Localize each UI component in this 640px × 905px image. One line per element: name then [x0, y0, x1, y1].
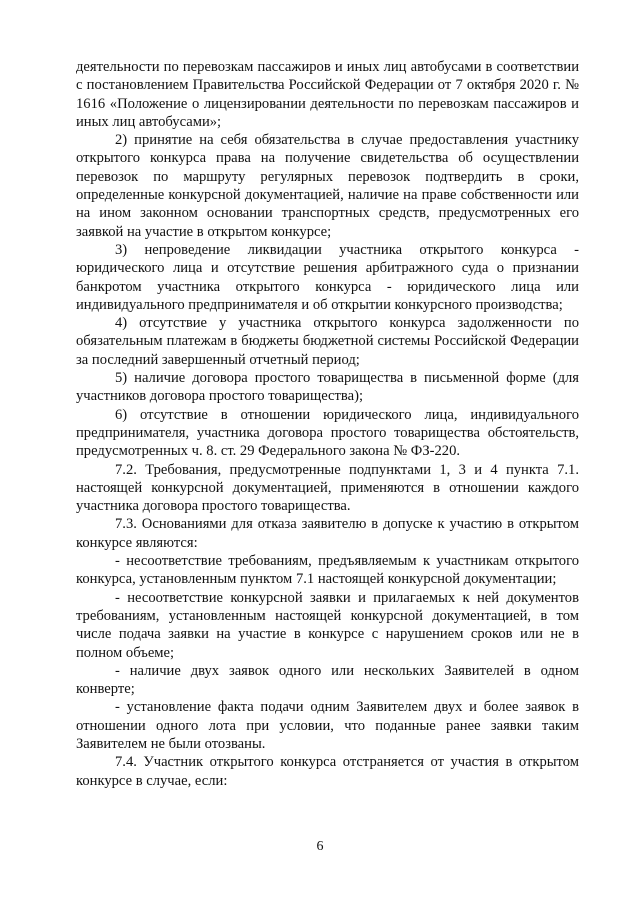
list-item-duplicate-lot: - установление факта подачи одним Заявителем двух и более заявок в отношении одного лота при условии, что поданные ранее заявки таким Заявителем не были отозваны.	[76, 699, 579, 752]
paragraph-7-4: 7.4. Участник открытого конкурса отстраняется от участия в открытом конкурсе в случае, если:	[76, 754, 579, 789]
page-number: 6	[316, 839, 324, 854]
paragraph-7-2: 7.2. Требования, предусмотренные подпунктами 1, 3 и 4 пункта 7.1. настоящей конкурсной документацией, применяются в отношении каждого участника договора простого товарищества.	[76, 461, 579, 515]
list-item-requirements-mismatch: - несоответствие требованиям, предъявляемым к участникам открытого конкурса, установленным пунктом 7.1 настоящей конкурсной документации;	[76, 553, 579, 588]
document-body	[76, 58, 579, 790]
paragraph-item-5: 5) наличие договора простого товарищества в письменной форме (для участников договора простого товарищества);	[76, 370, 579, 405]
list-item-application-mismatch: - несоответствие конкурсной заявки и прилагаемых к ней документов требованиям, установленным настоящей конкурсной документацией, в том числе подача заявки на участие в конкурсе с нарушением сроков или не в полном объеме;	[76, 589, 579, 661]
paragraph-item-6: 6) отсутствие в отношении юридического лица, индивидуального предпринимателя, участника договора простого товарищества обстоятельств, предусмотренных ч. 8. ст. 29 Федерального закона № ФЗ-220.	[76, 406, 579, 460]
paragraph-item-2: 2) принятие на себя обязательства в случае предоставления участнику открытого конкурса права на получение свидетельства об осуществлении перевозок по маршруту регулярных перевозок подтвердить в сроки, определенные конкурсной документацией, наличие на праве собственности или на ином законном основании транспортных средств, предусмотренных его заявкой на участие в открытом конкурсе;	[76, 132, 579, 240]
paragraph-item-3: 3) непроведение ликвидации участника открытого конкурса - юридического лица и отсутствие решения арбитражного суда о признании банкротом участника открытого конкурса - юридического лица или индивидуального предпринимателя и об открытии конкурсного производства;	[76, 241, 579, 313]
paragraph-item-4: 4) отсутствие у участника открытого конкурса задолженности по обязательным платежам в бюджеты бюджетной системы Российской Федерации за последний завершенный отчетный период;	[76, 315, 579, 368]
paragraph-7-3: 7.3. Основаниями для отказа заявителю в допуске к участию в открытом конкурсе являются:	[76, 516, 579, 551]
paragraph-continuation: деятельности по перевозкам пассажиров и иных лиц автобусами в соответствии с постановлением Правительства Российской Федерации от 7 октября 2020 г. № 1616 «Положение о лицензировании деятельности по перевозкам пассажиров и иных лиц автобусами»;	[76, 59, 579, 130]
list-item-two-applications: - наличие двух заявок одного или нескольких Заявителей в одном конверте;	[76, 662, 579, 698]
